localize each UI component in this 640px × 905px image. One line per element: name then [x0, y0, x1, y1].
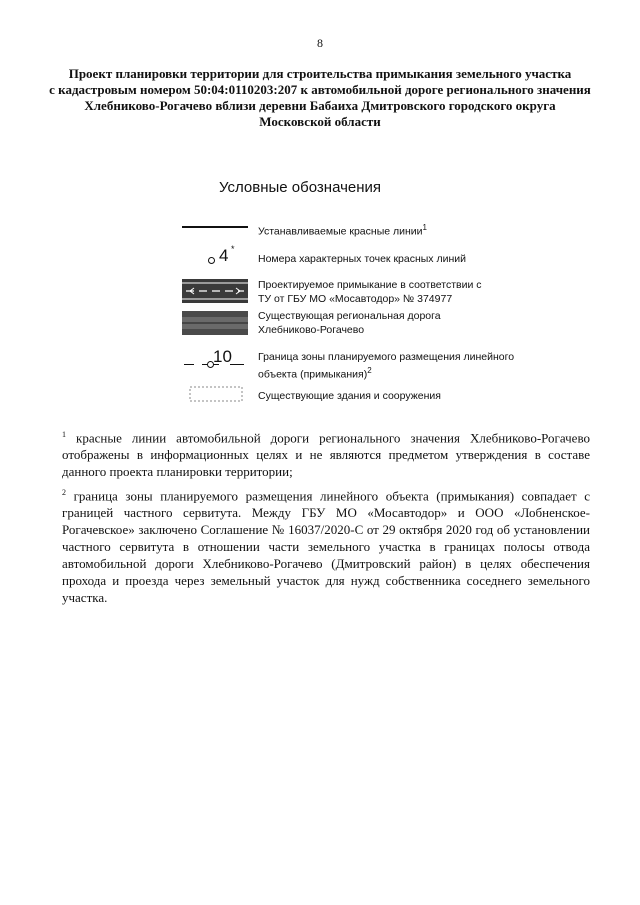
legend-label-buildings: Существующие здания и сооружения [258, 390, 441, 402]
legend-item-existing-road [182, 309, 512, 337]
red-line-icon [182, 224, 248, 230]
junction-road-icon [182, 279, 248, 303]
legend-title: Условные обозначения [218, 179, 382, 196]
title-line-3: Хлебниково-Рогачево вблизи деревни Бабаиха Дмитровского городского округа [84, 98, 556, 113]
page-number: 8 [317, 36, 323, 50]
footnote-1-mark: 1 [62, 430, 66, 439]
legend-label-zone-boundary: Граница зоны планируемого размещения линейного объекта (примыкания)$^2$ [258, 351, 515, 381]
zone-boundary-icon: 10 [182, 346, 248, 376]
existing-road-icon [182, 311, 248, 335]
footnote-1 [62, 426, 590, 480]
footnote-2 [62, 484, 590, 606]
point-number-icon: 4 * [182, 246, 248, 268]
legend-label-point-numbers: Номера характерных точек красных линий [258, 253, 467, 265]
building-icon [182, 385, 248, 403]
document-title [40, 66, 600, 130]
legend-item-junction [182, 277, 512, 305]
legend-item-red-lines [182, 220, 512, 236]
legend-label-existing-road: Существующая региональная дорога Хлебниково-Рогачево [258, 310, 441, 336]
legend-label-junction: Проектируемое примыкание в соответствии с ТУ от ГБУ МО «Мосавтодор» № 374977 [258, 279, 482, 305]
footnote-2-mark: 2 [62, 488, 66, 497]
footnote-2-text: граница зоны планируемого размещения линейного объекта (примыкания) совпадает с границей частного сервитута. Между ГБУ МО «Мосавтодор» и ООО «Лобненское-Рогачевское» заключено Соглашение № 16037/2020-С от 29 октября 2020 год об установлении частного сервитута в отношении части земельного участка в границах полосы отвода автомобильной дороги Хлебниково-Рогачево (Дмитровский район) в целях обеспечения прохода и проезда через земельный участок для нужд собственника соседнего земельного участка. [62, 488, 590, 606]
legend-item-point-numbers [182, 246, 512, 268]
title-line-1: Проект планировки территории для строительства примыкания земельного участка [68, 66, 572, 81]
legend-label-red-lines: Устанавливаемые красные линии$^1$ [258, 223, 427, 238]
footnote-1-text: красные линии автомобильной дороги регионального значения Хлебниково-Рогачево отображены в информационных целях и не являются предметом утверждения в составе данного проекта планировки территории; [62, 430, 590, 480]
legend-item-buildings [182, 385, 512, 405]
title-line-4: Московской области [259, 114, 381, 129]
title-line-2: с кадастровым номером 50:04:0110203:207 к автомобильной дороге регионального значения [49, 82, 591, 97]
legend-item-zone-boundary [182, 346, 515, 381]
